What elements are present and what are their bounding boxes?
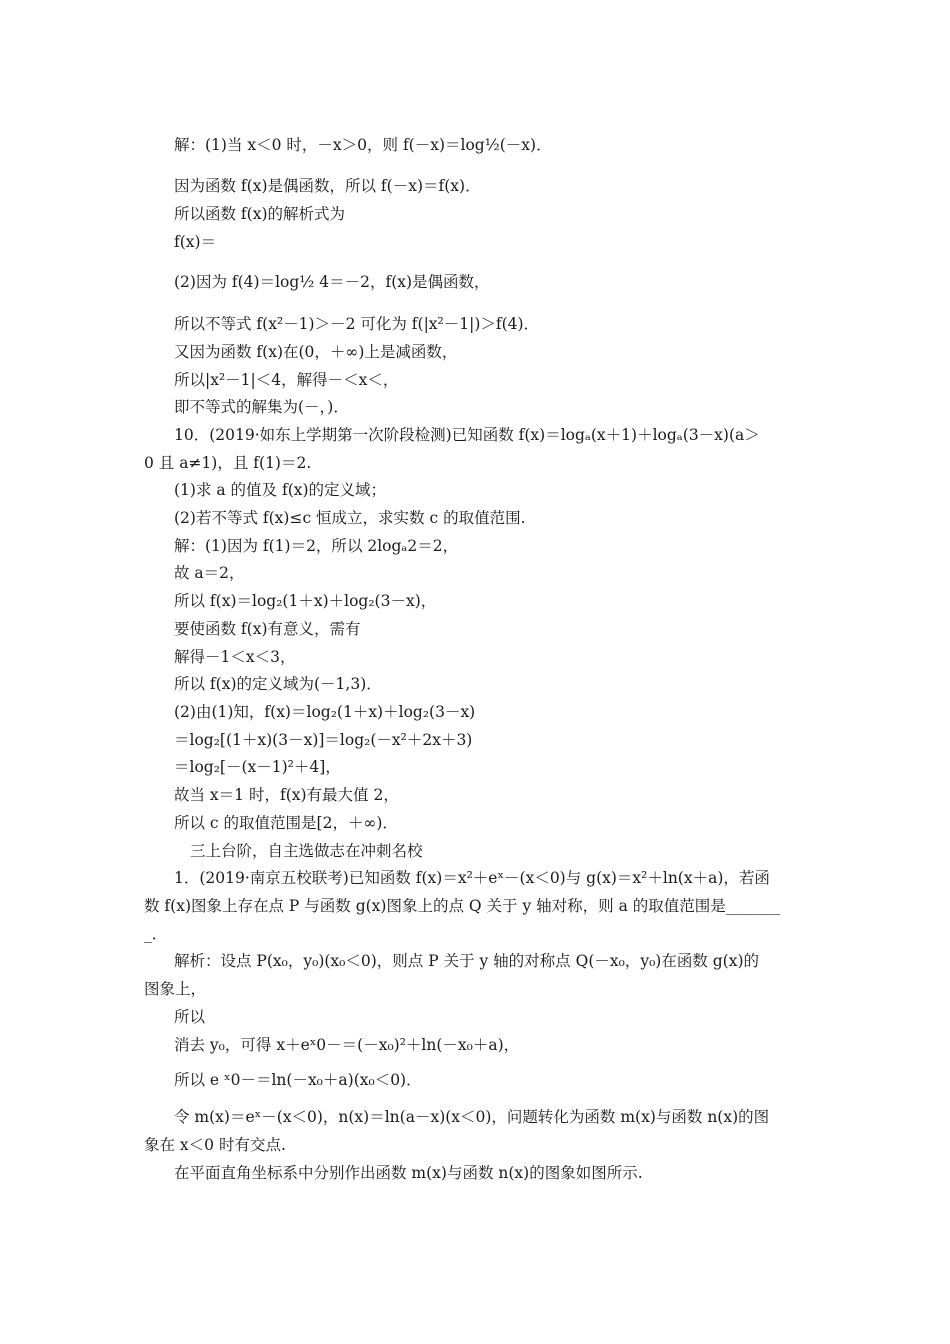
line-text: 所以 xyxy=(174,1008,206,1026)
line-text: 三上台阶，自主选做志在冲刺名校 xyxy=(190,842,423,860)
line-text: ＝log₂[－(x－1)²＋4]， xyxy=(174,758,341,776)
line-text: (2)由(1)知，f(x)＝log₂(1＋x)＋log₂(3－x) xyxy=(174,703,476,721)
line-text: 因为函数 f(x)是偶函数，所以 f(－x)＝f(x)． xyxy=(174,177,481,195)
line-text: 所以 f(x)的定义域为(－1,3)． xyxy=(174,675,382,693)
line-text: (2)因为 f(4)＝log½ 4＝－2，f(x)是偶函数， xyxy=(174,273,490,291)
line-text: (2)若不等式 f(x)≤c 恒成立，求实数 c 的取值范围. xyxy=(174,509,526,527)
line-text: 所以函数 f(x)的解析式为 xyxy=(174,205,346,223)
line-text: 即不等式的解集为(－，)． xyxy=(174,398,349,416)
line-text: 又因为函数 f(x)在(0，＋∞)上是减函数， xyxy=(174,343,458,361)
line-text: 10．(2019·如东上学期第一次阶段检测)已知函数 f(x)＝logₐ(x＋1)＋logₐ(3－x)(a＞ xyxy=(174,426,760,444)
line-text: 所以 f(x)＝log₂(1＋x)＋log₂(3－x)， xyxy=(174,592,437,610)
line-text: 所以 c 的取值范围是[2，＋∞)． xyxy=(174,814,398,832)
line-text: 1．(2019·南京五校联考)已知函数 f(x)＝x²＋eˣ－(x＜0)与 g(x)＝x²＋ln(x＋a)，若函 xyxy=(174,869,770,887)
line-text: ＝log₂[(1＋x)(3－x)]＝log₂(－x²＋2x＋3) xyxy=(174,731,473,749)
line-text: 要使函数 f(x)有意义，需有 xyxy=(174,620,361,638)
line-text: 图象上， xyxy=(144,980,207,998)
line-text: _． xyxy=(144,925,168,943)
line-text: 解：(1)当 x＜0 时，－x＞0，则 f(－x)＝log½(－x)． xyxy=(174,136,552,154)
line-text: 消去 y₀，可得 x＋eˣ0－＝(－x₀)²＋ln(－x₀＋a)， xyxy=(174,1036,520,1054)
line-text: 解析：设点 P(x₀，y₀)(x₀＜0)，则点 P 关于 y 轴的对称点 Q(－x₀，y₀)在函数 g(x)的 xyxy=(174,952,760,970)
line-text: 在平面直角坐标系中分别作出函数 m(x)与函数 n(x)的图象如图所示. xyxy=(174,1164,643,1182)
line-text: 故 a＝2， xyxy=(174,564,245,582)
line-text: 令 m(x)＝eˣ－(x＜0)，n(x)＝ln(a－x)(x＜0)，问题转化为函数 m(x)与函数 n(x)的图 xyxy=(174,1108,770,1126)
line-text: f(x)＝ xyxy=(174,233,217,251)
line-text: 所以 e ˣ0－＝ln(－x₀＋a)(x₀＜0)． xyxy=(174,1071,422,1089)
line-text: 0 且 a≠1)，且 f(1)＝2. xyxy=(144,454,312,472)
line-text: 解得－1＜x＜3， xyxy=(174,648,296,666)
line-text: 解：(1)因为 f(1)＝2，所以 2logₐ2＝2， xyxy=(174,537,459,555)
line-text: 所以不等式 f(x²－1)＞－2 可化为 f(|x²－1|)＞f(4)． xyxy=(174,315,540,333)
line-text: 象在 x＜0 时有交点. xyxy=(144,1136,286,1154)
line-text: 数 f(x)图象上存在点 P 与函数 g(x)图象上的点 Q 关于 y 轴对称，则 a 的取值范围是_______ xyxy=(144,897,780,915)
line-text: 故当 x＝1 时，f(x)有最大值 2， xyxy=(174,786,399,804)
line-text: (1)求 a 的值及 f(x)的定义域； xyxy=(174,481,387,499)
line-text: 所以|x²－1|＜4，解得－＜x＜， xyxy=(174,371,399,389)
